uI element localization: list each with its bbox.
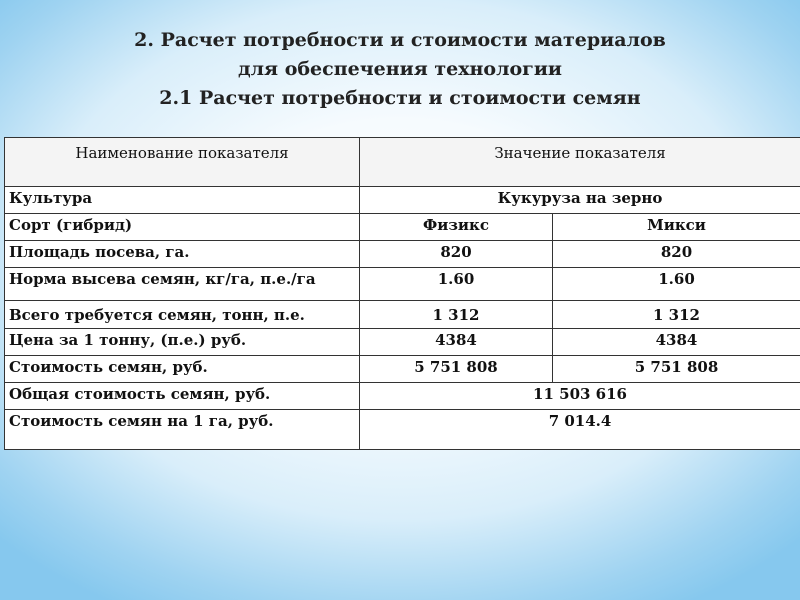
table-header-row — [5, 138, 800, 187]
header-indicator-value: Значение показателя — [360, 138, 800, 187]
table-row — [5, 356, 800, 383]
table-row — [5, 241, 800, 268]
row-value-b: Микси — [553, 214, 800, 241]
row-label: Сорт (гибрид) — [5, 214, 360, 241]
row-label: Культура — [5, 187, 360, 214]
table-row — [5, 301, 800, 329]
row-label: Цена за 1 тонну, (п.е.) руб. — [5, 329, 360, 356]
row-label: Всего требуется семян, тонн, п.е. — [5, 301, 360, 329]
row-value-a: Физикс — [360, 214, 553, 241]
row-value-a: 1.60 — [360, 268, 553, 301]
row-value-b: 1 312 — [553, 301, 800, 329]
row-label: Площадь посева, га. — [5, 241, 360, 268]
row-label: Стоимость семян, руб. — [5, 356, 360, 383]
title-line-1: 2. Расчет потребности и стоимости материалов — [134, 29, 666, 51]
row-value-b: 820 — [553, 241, 800, 268]
table-row — [5, 214, 800, 241]
seed-cost-table — [4, 137, 800, 450]
row-label: Общая стоимость семян, руб. — [5, 383, 360, 410]
table-row — [5, 383, 800, 410]
title-line-2: для обеспечения технологии — [237, 58, 563, 80]
row-merged-value: Кукуруза на зерно — [360, 187, 800, 214]
title-line-3: 2.1 Расчет потребности и стоимости семян — [159, 87, 641, 109]
row-value-a: 5 751 808 — [360, 356, 553, 383]
row-value-b: 1.60 — [553, 268, 800, 301]
row-value-a: 820 — [360, 241, 553, 268]
row-label: Норма высева семян, кг/га, п.е./га — [5, 268, 360, 301]
row-value-a: 1 312 — [360, 301, 553, 329]
row-merged-value: 7 014.4 — [360, 410, 800, 450]
slide-title — [0, 26, 800, 113]
row-merged-value: 11 503 616 — [360, 383, 800, 410]
table-row — [5, 187, 800, 214]
table-row — [5, 268, 800, 301]
table-row — [5, 410, 800, 450]
row-value-b: 5 751 808 — [553, 356, 800, 383]
row-value-a: 4384 — [360, 329, 553, 356]
row-value-b: 4384 — [553, 329, 800, 356]
row-label: Стоимость семян на 1 га, руб. — [5, 410, 360, 450]
header-indicator-name: Наименование показателя — [5, 138, 360, 187]
table-row — [5, 329, 800, 356]
